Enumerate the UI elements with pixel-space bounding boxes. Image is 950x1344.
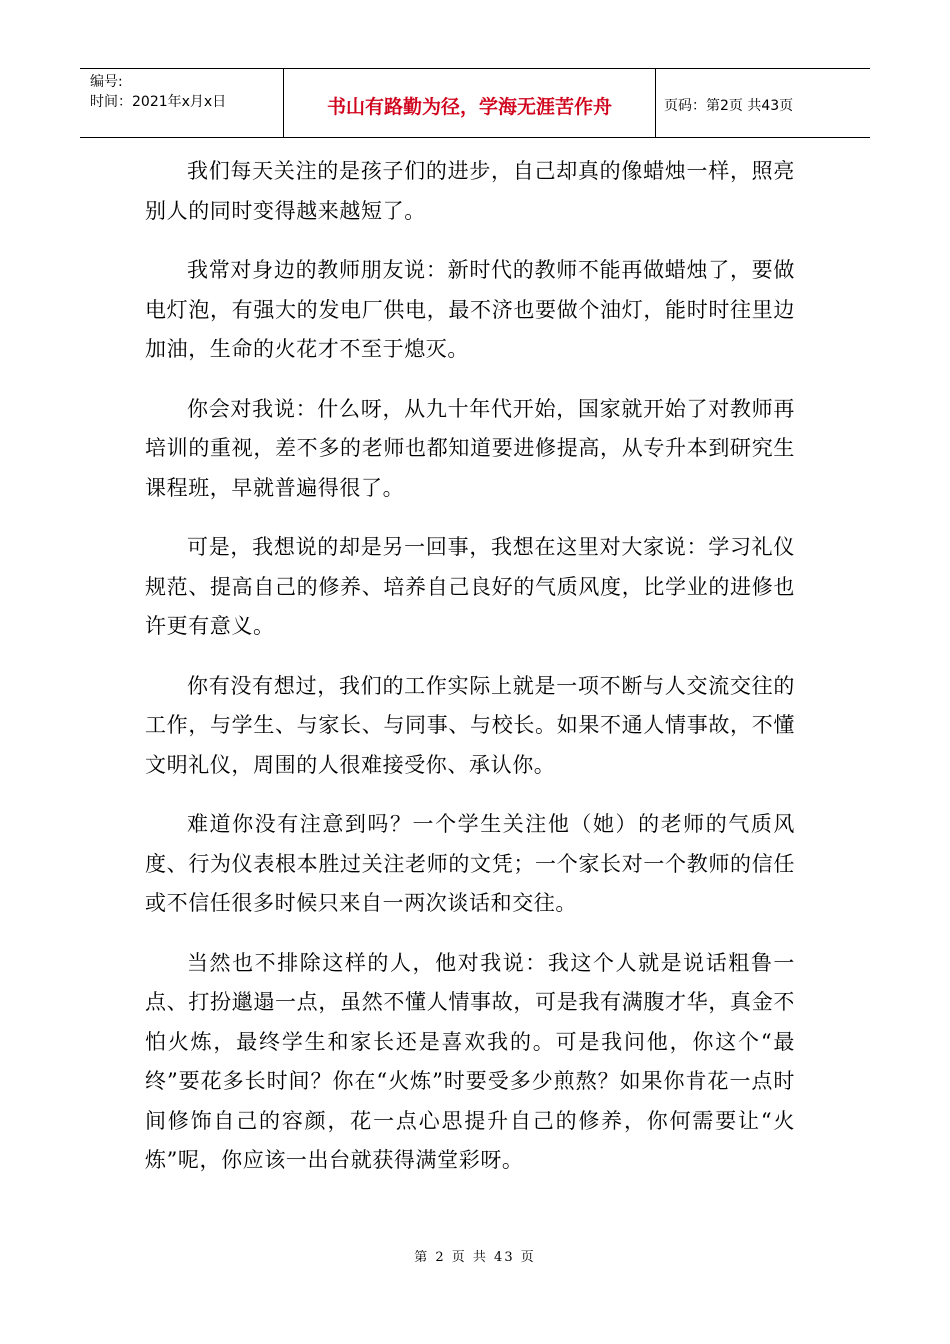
header-page-cell	[656, 69, 870, 137]
body-paragraph: 你会对我说：什么呀，从九十年代开始，国家就开始了对教师再培训的重视，差不多的老师也都知道要进修提高，从专升本到研究生课程班，早就普遍得很了。	[145, 396, 795, 500]
header-meta-cell	[80, 69, 284, 137]
body-paragraph: 我常对身边的教师朋友说：新时代的教师不能再做蜡烛了，要做电灯泡，有强大的发电厂供电，最不济也要做个油灯，能时时往里边加油，生命的火花才不至于熄灭。	[145, 258, 795, 361]
body-paragraph: 可是，我想说的却是另一回事，我想在这里对大家说：学习礼仪规范、提高自己的修养、培养自己良好的气质风度，比学业的进修也许更有意义。	[145, 535, 795, 638]
body-paragraph: 我们每天关注的是孩子们的进步，自己却真的像蜡烛一样，照亮别人的同时变得越来越短了。	[145, 159, 795, 223]
footer-page-number: 第 2 页 共 43 页	[414, 1250, 536, 1265]
document-date-label: 时间：2021年x月x日	[90, 94, 227, 110]
page-footer	[0, 1246, 950, 1265]
document-body	[145, 152, 795, 1201]
header-page-label: 页码：第2页 共43页	[664, 98, 794, 114]
body-paragraph: 你有没有想过，我们的工作实际上就是一项不断与人交流交往的工作，与学生、与家长、与同事、与校长。如果不通人情事故，不懂文明礼仪，周围的人很难接受你、承认你。	[145, 673, 795, 777]
document-header	[80, 68, 870, 138]
document-number-label: 编号:	[90, 74, 123, 90]
header-motto: 书山有路勤为径，学海无涯苦作舟	[326, 95, 612, 118]
body-paragraph: 难道你没有注意到吗？一个学生关注他（她）的老师的气质风度、行为仪表根本胜过关注老师的文凭；一个家长对一个教师的信任或不信任很多时候只来自一两次谈话和交往。	[145, 812, 795, 915]
header-motto-cell	[284, 69, 656, 137]
body-paragraph: 当然也不排除这样的人，他对我说：我这个人就是说话粗鲁一点、打扮邋遢一点，虽然不懂人情事故，可是我有满腹才华，真金不怕火炼，最终学生和家长还是喜欢我的。可是我问他，你这个“最终”要花多长时间？你在“火炼”时要受多少煎熬？如果你肯花一点时间修饰自己的容颜，花一点心思提升自己的修养，你何需要让“火炼”呢，你应该一出台就获得满堂彩呀。	[145, 950, 795, 1172]
